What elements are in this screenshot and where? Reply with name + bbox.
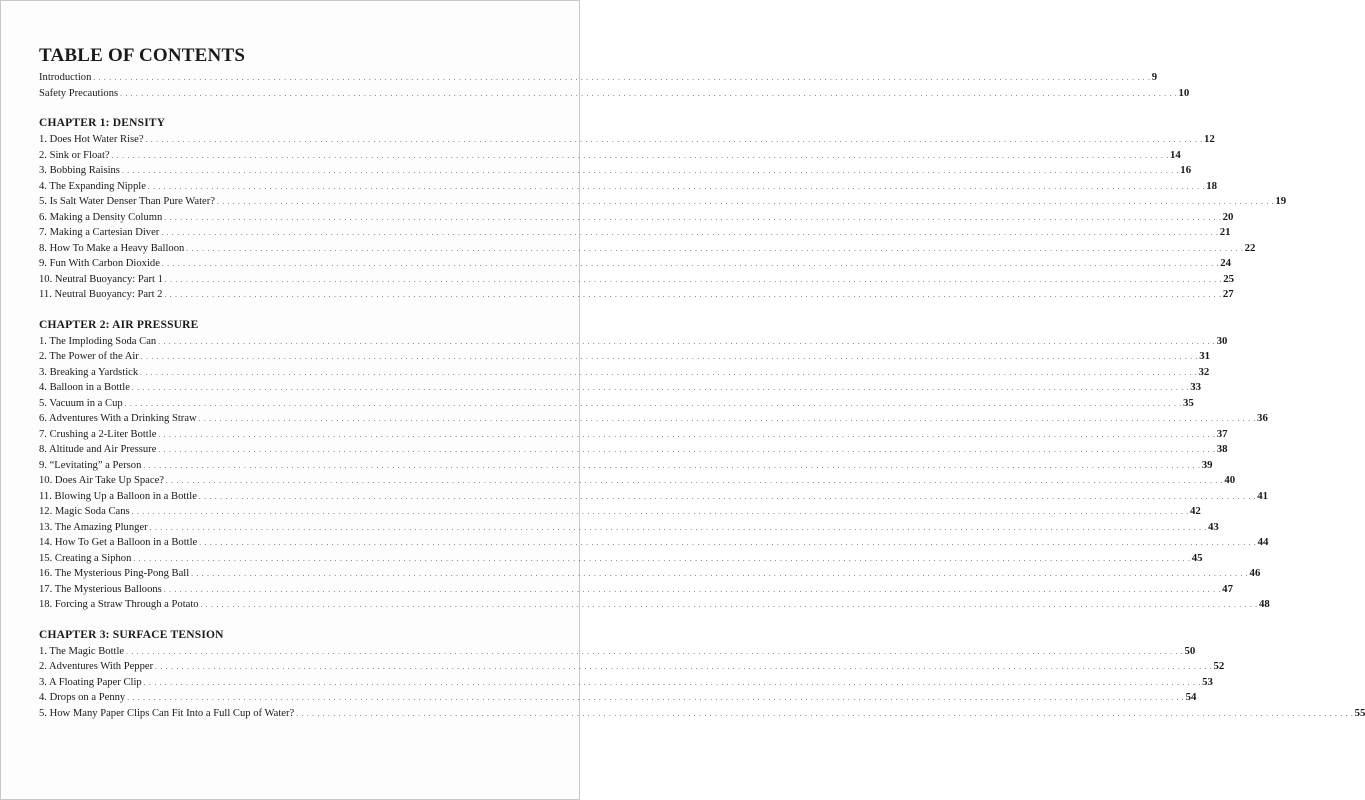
page-number: 19	[1275, 195, 1287, 207]
page-number: 35	[1183, 396, 1194, 409]
dot-leader: . . . . . . . . . . . . . . . . . . . . . . . . . . . . . . . . . . . . . . . . . . . . . . . . . . . . . . . . . . . . . . . . . . . . . . . . . . . . . . . . . . . . . . . . . . . . . . . . . . . . . . . . . . . . . . . . . . . . . . . . . . . . . . . . . . . . . . . . . . . . . . . . . . . . . . . . . . . . . . . . . . . . . . . . . . . . . . . . . . . . . . . . . . . . . . . . . . . . . . . .	[126, 647, 1184, 656]
entry-title: 13. The Amazing Plunger	[39, 521, 148, 533]
toc-entry	[39, 473, 1236, 489]
page-number: 45	[1191, 551, 1203, 564]
page-number: 38	[1216, 443, 1228, 455]
page-number: 36	[1257, 412, 1268, 424]
entry-title: 14. How To Get a Balloon in a Bottle	[39, 537, 198, 548]
toc-entry	[39, 132, 1215, 148]
page-number: 53	[1202, 675, 1213, 688]
page-number: 40	[1224, 474, 1236, 486]
page-number: 14	[1169, 148, 1181, 161]
toc-entry	[39, 551, 1203, 567]
toc-entry	[39, 644, 1196, 660]
toc-entry	[39, 179, 1218, 195]
page-number: 48	[1258, 598, 1270, 610]
toc-entry	[39, 427, 1228, 443]
toc-entry	[39, 256, 1232, 272]
toc-entry	[39, 675, 1213, 691]
page-number: 39	[1201, 458, 1213, 471]
page-number: 55	[1354, 706, 1365, 719]
page-number: 18	[1206, 179, 1218, 192]
toc-entry	[39, 334, 1228, 350]
entry-title: 5. Vacuum in a Cup	[39, 397, 123, 409]
entry-title: 2. Adventures With Pepper	[39, 661, 154, 672]
dot-leader: . . . . . . . . . . . . . . . . . . . . . . . . . . . . . . . . . . . . . . . . . . . . . . . . . . . . . . . . . . . . . . . . . . . . . . . . . . . . . . . . . . . . . . . . . . . . . . . . . . . . . . . . . . . . . . . . . . . . . . . . . . . . . . . . . . . . . . . . . . . . . . . . . . . . . . . . . . . . . . . . . . . . . . . . . . . . . . . . . . . . . . . . . . . . . . . . . . . . . . . .	[198, 415, 1257, 423]
dot-leader: . . . . . . . . . . . . . . . . . . . . . . . . . . . . . . . . . . . . . . . . . . . . . . . . . . . . . . . . . . . . . . . . . . . . . . . . . . . . . . . . . . . . . . . . . . . . . . . . . . . . . . . . . . . . . . . . . . . . . . . . . . . . . . . . . . . . . . . . . . . . . . . . . . . . . . . . . . . . . . . . . . . . . . . . . . . . . . . . . . . . . . . . . . . . . . . . . . . . . . . .	[163, 585, 1222, 594]
page-number: 54	[1185, 691, 1197, 703]
page-number: 50	[1184, 644, 1196, 657]
entry-title: 17. The Mysterious Balloons	[39, 583, 162, 595]
entry-title: 3. Bobbing Raisins	[39, 165, 120, 176]
front-matter-list	[39, 70, 1190, 101]
toc-entry	[39, 504, 1201, 520]
dot-leader: . . . . . . . . . . . . . . . . . . . . . . . . . . . . . . . . . . . . . . . . . . . . . . . . . . . . . . . . . . . . . . . . . . . . . . . . . . . . . . . . . . . . . . . . . . . . . . . . . . . . . . . . . . . . . . . . . . . . . . . . . . . . . . . . . . . . . . . . . . . . . . . . . . . . . . . . . . . . . . . . . . . . . . . . . . . . . . . . . . . . . . . . . . . . . . . . . . . . . . . .	[147, 182, 1206, 191]
page-number: 21	[1219, 226, 1231, 238]
toc-entry	[39, 241, 1256, 257]
toc-entry	[39, 86, 1190, 102]
toc-entry	[39, 349, 1210, 365]
page-number: 41	[1257, 489, 1269, 502]
dot-leader: . . . . . . . . . . . . . . . . . . . . . . . . . . . . . . . . . . . . . . . . . . . . . . . . . . . . . . . . . . . . . . . . . . . . . . . . . . . . . . . . . . . . . . . . . . . . . . . . . . . . . . . . . . . . . . . . . . . . . . . . . . . . . . . . . . . . . . . . . . . . . . . . . . . . . . . . . . . . . . . . . . . . . . . . . . . . . . . . . . . . . . . . . . . . . . . . . . . . . . . .	[120, 89, 1178, 98]
dot-leader: . . . . . . . . . . . . . . . . . . . . . . . . . . . . . . . . . . . . . . . . . . . . . . . . . . . . . . . . . . . . . . . . . . . . . . . . . . . . . . . . . . . . . . . . . . . . . . . . . . . . . . . . . . . . . . . . . . . . . . . . . . . . . . . . . . . . . . . . . . . . . . . . . . . . . . . . . . . . . . . . . . . . . . . . . . . . . . . . . . . . . . . . . . . . . . . . . . . . . . . .	[124, 399, 1183, 408]
toc-entry	[39, 659, 1225, 675]
entry-title: 5. How Many Paper Clips Can Fit Into a Full Cup of Water?	[39, 707, 295, 719]
toc-entry	[39, 582, 1233, 598]
toc-entry	[39, 411, 1268, 427]
page-title: TABLE OF CONTENTS	[39, 45, 246, 66]
dot-leader: . . . . . . . . . . . . . . . . . . . . . . . . . . . . . . . . . . . . . . . . . . . . . . . . . . . . . . . . . . . . . . . . . . . . . . . . . . . . . . . . . . . . . . . . . . . . . . . . . . . . . . . . . . . . . . . . . . . . . . . . . . . . . . . . . . . . . . . . . . . . . . . . . . . . . . . . . . . . . . . . . . . . . . . . . . . . . . . . . . . . . . . . . . . . . . . . . . . . . . . .	[155, 663, 1213, 671]
page-number: 9	[1151, 71, 1158, 83]
dot-leader: . . . . . . . . . . . . . . . . . . . . . . . . . . . . . . . . . . . . . . . . . . . . . . . . . . . . . . . . . . . . . . . . . . . . . . . . . . . . . . . . . . . . . . . . . . . . . . . . . . . . . . . . . . . . . . . . . . . . . . . . . . . . . . . . . . . . . . . . . . . . . . . . . . . . . . . . . . . . . . . . . . . . . . . . . . . . . . . . . . . . . . . . . . . . . . . . . . . . . . . .	[191, 570, 1249, 578]
chapter-heading: CHAPTER 3: SURFACE TENSION	[39, 628, 224, 641]
dot-leader: . . . . . . . . . . . . . . . . . . . . . . . . . . . . . . . . . . . . . . . . . . . . . . . . . . . . . . . . . . . . . . . . . . . . . . . . . . . . . . . . . . . . . . . . . . . . . . . . . . . . . . . . . . . . . . . . . . . . . . . . . . . . . . . . . . . . . . . . . . . . . . . . . . . . . . . . . . . . . . . . . . . . . . . . . . . . . . . . . . . . . . . . . . . . . . . . . . . . . . . .	[165, 477, 1224, 485]
entry-title: 18. Forcing a Straw Through a Potato	[39, 599, 199, 610]
dot-leader: . . . . . . . . . . . . . . . . . . . . . . . . . . . . . . . . . . . . . . . . . . . . . . . . . . . . . . . . . . . . . . . . . . . . . . . . . . . . . . . . . . . . . . . . . . . . . . . . . . . . . . . . . . . . . . . . . . . . . . . . . . . . . . . . . . . . . . . . . . . . . . . . . . . . . . . . . . . . . . . . . . . . . . . . . . . . . . . . . . . . . . . . . . . . . . . . . . . . . . . .	[186, 244, 1244, 253]
page-number: 27	[1222, 288, 1234, 300]
toc-entry	[39, 287, 1234, 303]
page-number: 12	[1203, 133, 1215, 145]
dot-leader: . . . . . . . . . . . . . . . . . . . . . . . . . . . . . . . . . . . . . . . . . . . . . . . . . . . . . . . . . . . . . . . . . . . . . . . . . . . . . . . . . . . . . . . . . . . . . . . . . . . . . . . . . . . . . . . . . . . . . . . . . . . . . . . . . . . . . . . . . . . . . . . . . . . . . . . . . . . . . . . . . . . . . . . . . . . . . . . . . . . . . . . . . . . . . . . . . . . . . . . .	[216, 198, 1275, 206]
dot-leader: . . . . . . . . . . . . . . . . . . . . . . . . . . . . . . . . . . . . . . . . . . . . . . . . . . . . . . . . . . . . . . . . . . . . . . . . . . . . . . . . . . . . . . . . . . . . . . . . . . . . . . . . . . . . . . . . . . . . . . . . . . . . . . . . . . . . . . . . . . . . . . . . . . . . . . . . . . . . . . . . . . . . . . . . . . . . . . . . . . . . . . . . . . . . . . . . . . . . . . . .	[161, 260, 1220, 268]
entry-title: 8. How To Make a Heavy Balloon	[39, 242, 185, 254]
dot-leader: . . . . . . . . . . . . . . . . . . . . . . . . . . . . . . . . . . . . . . . . . . . . . . . . . . . . . . . . . . . . . . . . . . . . . . . . . . . . . . . . . . . . . . . . . . . . . . . . . . . . . . . . . . . . . . . . . . . . . . . . . . . . . . . . . . . . . . . . . . . . . . . . . . . . . . . . . . . . . . . . . . . . . . . . . . . . . . . . . . . . . . . . . . . . . . . . . . . . . . . .	[145, 136, 1203, 144]
toc-entry	[39, 520, 1219, 536]
entry-title: 1. The Imploding Soda Can	[39, 335, 157, 347]
toc-entry	[39, 690, 1197, 706]
toc-entry	[39, 442, 1228, 458]
toc-entry	[39, 210, 1234, 226]
toc-entry	[39, 489, 1269, 505]
dot-leader: . . . . . . . . . . . . . . . . . . . . . . . . . . . . . . . . . . . . . . . . . . . . . . . . . . . . . . . . . . . . . . . . . . . . . . . . . . . . . . . . . . . . . . . . . . . . . . . . . . . . . . . . . . . . . . . . . . . . . . . . . . . . . . . . . . . . . . . . . . . . . . . . . . . . . . . . . . . . . . . . . . . . . . . . . . . . . . . . . . . . . . . . . . . . . . . . . . . . . . . .	[200, 601, 1258, 609]
page-number: 16	[1180, 164, 1192, 176]
page-number: 22	[1244, 241, 1256, 254]
dot-leader: . . . . . . . . . . . . . . . . . . . . . . . . . . . . . . . . . . . . . . . . . . . . . . . . . . . . . . . . . . . . . . . . . . . . . . . . . . . . . . . . . . . . . . . . . . . . . . . . . . . . . . . . . . . . . . . . . . . . . . . . . . . . . . . . . . . . . . . . . . . . . . . . . . . . . . . . . . . . . . . . . . . . . . . . . . . . . . . . . . . . . . . . . . . . . . . . . . . . . . . .	[131, 508, 1189, 516]
entry-title: 4. Drops on a Penny	[39, 692, 126, 703]
dot-leader: . . . . . . . . . . . . . . . . . . . . . . . . . . . . . . . . . . . . . . . . . . . . . . . . . . . . . . . . . . . . . . . . . . . . . . . . . . . . . . . . . . . . . . . . . . . . . . . . . . . . . . . . . . . . . . . . . . . . . . . . . . . . . . . . . . . . . . . . . . . . . . . . . . . . . . . . . . . . . . . . . . . . . . . . . . . . . . . . . . . . . . . . . . . . . . . . . . . . . . . .	[131, 384, 1190, 392]
chapter-heading: CHAPTER 2: AIR PRESSURE	[39, 318, 199, 331]
page-number: 37	[1216, 427, 1228, 440]
dot-leader: . . . . . . . . . . . . . . . . . . . . . . . . . . . . . . . . . . . . . . . . . . . . . . . . . . . . . . . . . . . . . . . . . . . . . . . . . . . . . . . . . . . . . . . . . . . . . . . . . . . . . . . . . . . . . . . . . . . . . . . . . . . . . . . . . . . . . . . . . . . . . . . . . . . . . . . . . . . . . . . . . . . . . . . . . . . . . . . . . . . . . . . . . . . . . . . . . . . . . . . .	[158, 337, 1216, 346]
dot-leader: . . . . . . . . . . . . . . . . . . . . . . . . . . . . . . . . . . . . . . . . . . . . . . . . . . . . . . . . . . . . . . . . . . . . . . . . . . . . . . . . . . . . . . . . . . . . . . . . . . . . . . . . . . . . . . . . . . . . . . . . . . . . . . . . . . . . . . . . . . . . . . . . . . . . . . . . . . . . . . . . . . . . . . . . . . . . . . . . . . . . . . . . . . . . . . . . . . . . . . . .	[127, 694, 1185, 702]
entry-title: 6. Adventures With a Drinking Straw	[39, 413, 197, 424]
toc-entry	[39, 225, 1231, 241]
dot-leader: . . . . . . . . . . . . . . . . . . . . . . . . . . . . . . . . . . . . . . . . . . . . . . . . . . . . . . . . . . . . . . . . . . . . . . . . . . . . . . . . . . . . . . . . . . . . . . . . . . . . . . . . . . . . . . . . . . . . . . . . . . . . . . . . . . . . . . . . . . . . . . . . . . . . . . . . . . . . . . . . . . . . . . . . . . . . . . . . . . . . . . . . . . . . . . . . . . . . . . . .	[121, 167, 1180, 175]
entry-title: 10. Does Air Take Up Space?	[39, 475, 164, 486]
page-number: 52	[1213, 660, 1225, 672]
entry-title: 1. The Magic Bottle	[39, 645, 125, 657]
entry-title: 11. Blowing Up a Balloon in a Bottle	[39, 490, 197, 502]
page-number: 42	[1190, 505, 1201, 517]
page-number: 20	[1222, 210, 1234, 223]
dot-leader: . . . . . . . . . . . . . . . . . . . . . . . . . . . . . . . . . . . . . . . . . . . . . . . . . . . . . . . . . . . . . . . . . . . . . . . . . . . . . . . . . . . . . . . . . . . . . . . . . . . . . . . . . . . . . . . . . . . . . . . . . . . . . . . . . . . . . . . . . . . . . . . . . . . . . . . . . . . . . . . . . . . . . . . . . . . . . . . . . . . . . . . . . . . . . . . . . . . . . . . .	[143, 461, 1201, 470]
dot-leader: . . . . . . . . . . . . . . . . . . . . . . . . . . . . . . . . . . . . . . . . . . . . . . . . . . . . . . . . . . . . . . . . . . . . . . . . . . . . . . . . . . . . . . . . . . . . . . . . . . . . . . . . . . . . . . . . . . . . . . . . . . . . . . . . . . . . . . . . . . . . . . . . . . . . . . . . . . . . . . . . . . . . . . . . . . . . . . . . . . . . . . . . . . . . . . . . . . . . . . . .	[164, 291, 1222, 299]
table-of-contents	[39, 45, 1365, 721]
dot-leader: . . . . . . . . . . . . . . . . . . . . . . . . . . . . . . . . . . . . . . . . . . . . . . . . . . . . . . . . . . . . . . . . . . . . . . . . . . . . . . . . . . . . . . . . . . . . . . . . . . . . . . . . . . . . . . . . . . . . . . . . . . . . . . . . . . . . . . . . . . . . . . . . . . . . . . . . . . . . . . . . . . . . . . . . . . . . . . . . . . . . . . . . . . . . . . . . . . . . . . . .	[164, 275, 1223, 284]
entry-title: 9. “Levitating” a Person	[39, 459, 142, 471]
dot-leader: . . . . . . . . . . . . . . . . . . . . . . . . . . . . . . . . . . . . . . . . . . . . . . . . . . . . . . . . . . . . . . . . . . . . . . . . . . . . . . . . . . . . . . . . . . . . . . . . . . . . . . . . . . . . . . . . . . . . . . . . . . . . . . . . . . . . . . . . . . . . . . . . . . . . . . . . . . . . . . . . . . . . . . . . . . . . . . . . . . . . . . . . . . . . . . . . . . . . . . . .	[111, 151, 1169, 160]
toc-entry	[39, 70, 1158, 86]
toc-entry	[39, 396, 1194, 412]
dot-leader: . . . . . . . . . . . . . . . . . . . . . . . . . . . . . . . . . . . . . . . . . . . . . . . . . . . . . . . . . . . . . . . . . . . . . . . . . . . . . . . . . . . . . . . . . . . . . . . . . . . . . . . . . . . . . . . . . . . . . . . . . . . . . . . . . . . . . . . . . . . . . . . . . . . . . . . . . . . . . . . . . . . . . . . . . . . . . . . . . . . . . . . . . . . . . . . . . . . . . . . .	[158, 446, 1216, 454]
chapter-section	[39, 627, 1365, 722]
dot-leader: . . . . . . . . . . . . . . . . . . . . . . . . . . . . . . . . . . . . . . . . . . . . . . . . . . . . . . . . . . . . . . . . . . . . . . . . . . . . . . . . . . . . . . . . . . . . . . . . . . . . . . . . . . . . . . . . . . . . . . . . . . . . . . . . . . . . . . . . . . . . . . . . . . . . . . . . . . . . . . . . . . . . . . . . . . . . . . . . . . . . . . . . . . . . . . . . . . . . . . . .	[143, 678, 1202, 687]
entry-title: 5. Is Salt Water Denser Than Pure Water?	[39, 196, 215, 207]
dot-leader: . . . . . . . . . . . . . . . . . . . . . . . . . . . . . . . . . . . . . . . . . . . . . . . . . . . . . . . . . . . . . . . . . . . . . . . . . . . . . . . . . . . . . . . . . . . . . . . . . . . . . . . . . . . . . . . . . . . . . . . . . . . . . . . . . . . . . . . . . . . . . . . . . . . . . . . . . . . . . . . . . . . . . . . . . . . . . . . . . . . . . . . . . . . . . . . . . . . . . . . .	[133, 554, 1191, 563]
toc-entry	[39, 148, 1181, 164]
chapter-section	[39, 317, 1270, 613]
entry-title: Safety Precautions	[39, 87, 119, 99]
toc-entry	[39, 597, 1270, 613]
page-number: 10	[1178, 86, 1190, 99]
entry-title: 2. Sink or Float?	[39, 149, 110, 161]
page-number: 30	[1216, 334, 1228, 347]
dot-leader: . . . . . . . . . . . . . . . . . . . . . . . . . . . . . . . . . . . . . . . . . . . . . . . . . . . . . . . . . . . . . . . . . . . . . . . . . . . . . . . . . . . . . . . . . . . . . . . . . . . . . . . . . . . . . . . . . . . . . . . . . . . . . . . . . . . . . . . . . . . . . . . . . . . . . . . . . . . . . . . . . . . . . . . . . . . . . . . . . . . . . . . . . . . . . . . . . . . . . . . .	[161, 229, 1219, 237]
page-number: 33	[1190, 381, 1202, 393]
page-number: 24	[1220, 257, 1232, 269]
dot-leader: . . . . . . . . . . . . . . . . . . . . . . . . . . . . . . . . . . . . . . . . . . . . . . . . . . . . . . . . . . . . . . . . . . . . . . . . . . . . . . . . . . . . . . . . . . . . . . . . . . . . . . . . . . . . . . . . . . . . . . . . . . . . . . . . . . . . . . . . . . . . . . . . . . . . . . . . . . . . . . . . . . . . . . . . . . . . . . . . . . . . . . . . . . . . . . . . . . . . . . . .	[140, 353, 1199, 361]
toc-entry	[39, 458, 1213, 474]
toc-entry	[39, 706, 1365, 722]
dot-leader: . . . . . . . . . . . . . . . . . . . . . . . . . . . . . . . . . . . . . . . . . . . . . . . . . . . . . . . . . . . . . . . . . . . . . . . . . . . . . . . . . . . . . . . . . . . . . . . . . . . . . . . . . . . . . . . . . . . . . . . . . . . . . . . . . . . . . . . . . . . . . . . . . . . . . . . . . . . . . . . . . . . . . . . . . . . . . . . . . . . . . . . . . . . . . . . . . . . . . . . .	[164, 213, 1222, 222]
entry-title: 4. The Expanding Nipple	[39, 180, 146, 192]
entry-title: 3. A Floating Paper Clip	[39, 676, 142, 688]
chapter-heading: CHAPTER 1: DENSITY	[39, 117, 166, 129]
page-number: 44	[1257, 536, 1269, 548]
page-number: 25	[1223, 272, 1235, 285]
toc-entry	[39, 163, 1192, 179]
page-number: 32	[1198, 365, 1210, 378]
entry-title: 2. The Power of the Air	[39, 351, 139, 362]
toc-entry	[39, 365, 1210, 381]
entry-title: 16. The Mysterious Ping-Pong Ball	[39, 568, 190, 579]
dot-leader: . . . . . . . . . . . . . . . . . . . . . . . . . . . . . . . . . . . . . . . . . . . . . . . . . . . . . . . . . . . . . . . . . . . . . . . . . . . . . . . . . . . . . . . . . . . . . . . . . . . . . . . . . . . . . . . . . . . . . . . . . . . . . . . . . . . . . . . . . . . . . . . . . . . . . . . . . . . . . . . . . . . . . . . . . . . . . . . . . . . . . . . . . . . . . . . . . . . . . . . .	[93, 74, 1151, 82]
chapter-section	[39, 115, 1287, 303]
entry-title: 7. Crushing a 2-Liter Bottle	[39, 428, 157, 440]
dot-leader: . . . . . . . . . . . . . . . . . . . . . . . . . . . . . . . . . . . . . . . . . . . . . . . . . . . . . . . . . . . . . . . . . . . . . . . . . . . . . . . . . . . . . . . . . . . . . . . . . . . . . . . . . . . . . . . . . . . . . . . . . . . . . . . . . . . . . . . . . . . . . . . . . . . . . . . . . . . . . . . . . . . . . . . . . . . . . . . . . . . . . . . . . . . . . . . . . . . . . . . .	[198, 492, 1257, 501]
entry-title: 8. Altitude and Air Pressure	[39, 444, 157, 455]
dot-leader: . . . . . . . . . . . . . . . . . . . . . . . . . . . . . . . . . . . . . . . . . . . . . . . . . . . . . . . . . . . . . . . . . . . . . . . . . . . . . . . . . . . . . . . . . . . . . . . . . . . . . . . . . . . . . . . . . . . . . . . . . . . . . . . . . . . . . . . . . . . . . . . . . . . . . . . . . . . . . . . . . . . . . . . . . . . . . . . . . . . . . . . . . . . . . . . . . . . . . . . .	[296, 709, 1354, 718]
page-number: 46	[1249, 567, 1261, 579]
entry-title: 10. Neutral Buoyancy: Part 1	[39, 273, 163, 285]
entry-title: 6. Making a Density Column	[39, 211, 163, 223]
chapter-list	[39, 115, 1365, 721]
entry-title: 15. Creating a Siphon	[39, 552, 132, 564]
entry-title: 7. Making a Cartesian Diver	[39, 227, 160, 238]
page-number: 43	[1208, 520, 1219, 533]
entry-title: 9. Fun With Carbon Dioxide	[39, 258, 160, 269]
entry-title: Introduction	[39, 72, 92, 83]
page-number: 47	[1222, 582, 1233, 595]
dot-leader: . . . . . . . . . . . . . . . . . . . . . . . . . . . . . . . . . . . . . . . . . . . . . . . . . . . . . . . . . . . . . . . . . . . . . . . . . . . . . . . . . . . . . . . . . . . . . . . . . . . . . . . . . . . . . . . . . . . . . . . . . . . . . . . . . . . . . . . . . . . . . . . . . . . . . . . . . . . . . . . . . . . . . . . . . . . . . . . . . . . . . . . . . . . . . . . . . . . . . . . .	[149, 523, 1208, 532]
entry-title: 12. Magic Soda Cans	[39, 506, 130, 517]
toc-entry	[39, 194, 1287, 210]
toc-entry	[39, 380, 1202, 396]
toc-entry	[39, 272, 1235, 288]
entry-title: 3. Breaking a Yardstick	[39, 366, 139, 378]
dot-leader: . . . . . . . . . . . . . . . . . . . . . . . . . . . . . . . . . . . . . . . . . . . . . . . . . . . . . . . . . . . . . . . . . . . . . . . . . . . . . . . . . . . . . . . . . . . . . . . . . . . . . . . . . . . . . . . . . . . . . . . . . . . . . . . . . . . . . . . . . . . . . . . . . . . . . . . . . . . . . . . . . . . . . . . . . . . . . . . . . . . . . . . . . . . . . . . . . . . . . . . .	[140, 368, 1198, 377]
entry-title: 4. Balloon in a Bottle	[39, 382, 130, 393]
entry-title: 1. Does Hot Water Rise?	[39, 134, 144, 145]
toc-entry	[39, 566, 1261, 582]
page-number: 31	[1199, 350, 1210, 362]
toc-entry	[39, 535, 1269, 551]
dot-leader: . . . . . . . . . . . . . . . . . . . . . . . . . . . . . . . . . . . . . . . . . . . . . . . . . . . . . . . . . . . . . . . . . . . . . . . . . . . . . . . . . . . . . . . . . . . . . . . . . . . . . . . . . . . . . . . . . . . . . . . . . . . . . . . . . . . . . . . . . . . . . . . . . . . . . . . . . . . . . . . . . . . . . . . . . . . . . . . . . . . . . . . . . . . . . . . . . . . . . . . .	[199, 539, 1257, 547]
dot-leader: . . . . . . . . . . . . . . . . . . . . . . . . . . . . . . . . . . . . . . . . . . . . . . . . . . . . . . . . . . . . . . . . . . . . . . . . . . . . . . . . . . . . . . . . . . . . . . . . . . . . . . . . . . . . . . . . . . . . . . . . . . . . . . . . . . . . . . . . . . . . . . . . . . . . . . . . . . . . . . . . . . . . . . . . . . . . . . . . . . . . . . . . . . . . . . . . . . . . . . . .	[158, 430, 1216, 439]
entry-title: 11. Neutral Buoyancy: Part 2	[39, 289, 163, 300]
